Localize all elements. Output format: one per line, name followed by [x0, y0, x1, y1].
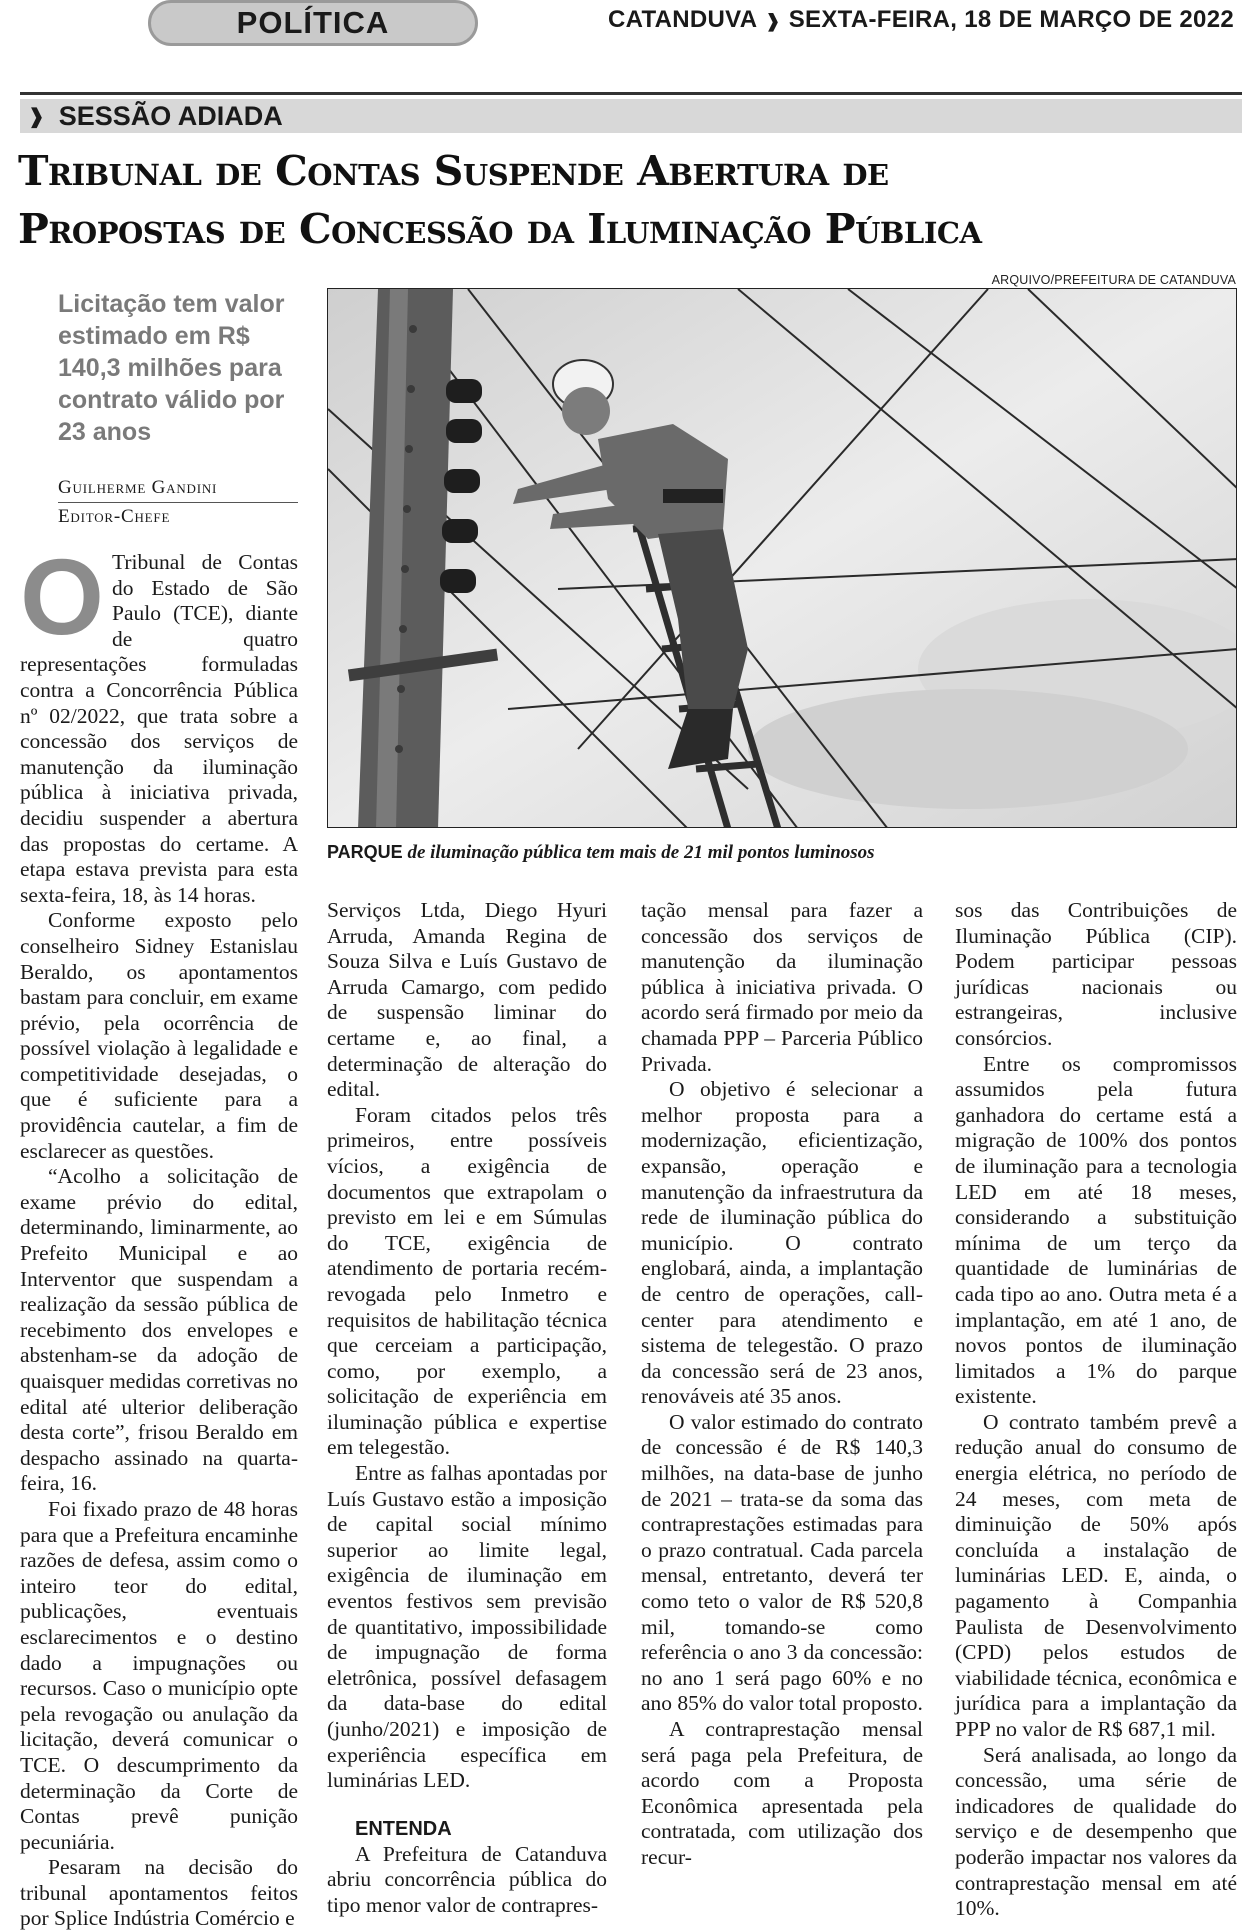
paragraph: “Acolho a solicitação de exame prévio do edital, determinando, liminarmente, ao Prefeito Municipal e ao Interventor que suspendam a realização da sessão pública de recebimento dos envelopes e abstenham-se da adoção de quaisquer medidas corretivas no edital até ulterior deliberação desta corte”, frisou Beraldo em despacho assinado na quarta-feira, 16. — [20, 1164, 298, 1496]
paragraph: Serviços Ltda, Diego Hyuri Arruda, Amanda Regina de Souza Silva e Luís Gustavo de Arruda Camargo, com pedido de suspensão liminar do certame e, ao final, a determinação de alteração do edital. — [327, 898, 607, 1102]
section-heading-entenda: ENTENDA — [355, 1817, 452, 1840]
paragraph: Foram citados pelos três primeiros, entre possíveis vícios, a exigência de documentos que extrapolam o previsto em lei e em Súmulas do TCE, exigência de atendimento de portaria recém-revogada pelo Inmetro e requisitos de habilitação técnica que cerceiam a participação, como, por exemplo, a solicitação de experiência em iluminação pública e expertise em telegestão. — [327, 1102, 607, 1460]
paragraph: Entre os compromissos assumidos pela futura ganhadora do certame está a migração de 100% dos pontos de iluminação para a tecnologia LED em até 18 meses, considerando a substituição mínima de um terço da quantidade de luminárias de cada tipo ao ano. Outra meta é a implantação, em até 1 ano, de novos pontos de iluminação limitados a 1% do parque existente. — [955, 1051, 1237, 1409]
photo-caption — [327, 842, 1237, 864]
paragraph: sos das Contribuições de Iluminação Pública (CIP). Podem participar pessoas jurídicas nacionais ou estrangeiras, inclusive consórcios. — [955, 898, 1237, 1050]
paragraph: Foi fixado prazo de 48 horas para que a Prefeitura encaminhe razões de defesa, assim como o inteiro teor do edital, publicações, eventuais esclarecimentos e o destino dado a impugnações ou recursos. Caso o município opte pela revogação ou anulação da licitação, deverá comunicar o TCE. O descumprimento da determinação da Corte de Contas prevê punição pecuniária. — [20, 1496, 298, 1854]
paragraph: Tribunal de Contas do Estado de São Paulo (TCE), diante de quatro representações formuladas contra a Concorrência Pública nº 02/2022, que trata sobre a concessão dos serviços de manutenção da iluminação pública à iniciativa privada, decidiu suspender a abertura das propostas do certame. A etapa estava prevista para esta sexta-feira, 18, às 14 horas. — [20, 550, 298, 907]
dateline-city: CATANDUVA — [607, 6, 758, 33]
chevron-right-icon: ❱ — [765, 11, 781, 31]
article-photo — [327, 288, 1237, 828]
caption-text: de iluminação pública tem mais de 21 mil pontos luminosos — [407, 842, 875, 863]
chevron-right-icon: ❱ — [28, 105, 45, 128]
author-role: Editor-Chefe — [58, 506, 171, 527]
kicker-bar — [20, 99, 1242, 133]
text-column-3 — [641, 898, 923, 1871]
paragraph: Será analisada, ao longo da concessão, uma série de indicadores de qualidade do serviço e de desempenho que poderão impactar nos valores da contraprestação mensal em até 10%. — [955, 1742, 1237, 1921]
kicker-text: SESSÃO ADIADA — [58, 100, 283, 131]
caption-lead: PARQUE — [327, 842, 403, 862]
photo-credit: ARQUIVO/PREFEITURA DE CATANDUVA — [991, 273, 1236, 287]
subhead: Licitação tem valor estimado em R$ 140,3 milhões para contrato válido por 23 anos — [58, 290, 285, 446]
dateline-date: SEXTA-FEIRA, 18 DE MARÇO DE 2022 — [788, 6, 1234, 33]
lineman-on-pole-photo — [328, 289, 1237, 828]
author-name: Guilherme Gandini — [58, 477, 218, 498]
paragraph: Conforme exposto pelo conselheiro Sidney Estanislau Beraldo, os apontamentos bastam para concluir, em exame prévio, pela ocorrência de possível violação à legalidade e competitividade desejadas, o que é suficiente para a providência cautelar, a fim de esclarecer as questões. — [20, 908, 298, 1163]
section-label: POLÍTICA — [148, 0, 478, 46]
headline-line-2: Propostas de Concessão da Iluminação Pública — [18, 205, 982, 253]
paragraph: O objetivo é selecionar a melhor proposta para a modernização, eficientização, expansão, operação e manutenção da infraestrutura da rede de iluminação pública do município. O contrato englobará, ainda, a implantação de centro de operações, call-center para atendimento e sistema de telegestão. O prazo da concessão será de 23 anos, renováveis até 35 anos. — [641, 1077, 923, 1409]
paragraph: A Prefeitura de Catanduva abriu concorrência pública do tipo menor valor de contrapres- — [327, 1841, 607, 1917]
dateline — [608, 6, 1234, 34]
paragraph: tação mensal para fazer a concessão dos serviços de manutenção da iluminação pública à iniciativa privada. O acordo será firmado por meio da chamada PPP – Parceria Público Privada. — [641, 898, 923, 1076]
byline-rule — [58, 502, 298, 503]
text-column-1 — [20, 536, 298, 1932]
paragraph: O valor estimado do contrato de concessão é de R$ 140,3 milhões, na data-base de junho de 2021 – trata-se da soma das contraprestações estimadas para o prazo contratual. Cada parcela mensal, entretanto, deverá ter como teto o valor de R$ 520,8 mil, tomando-se como referência o ano 3 da concessão: no ano 1 será pago 60% e no ano 85% do valor total proposto. — [641, 1409, 923, 1716]
paragraph: Entre as falhas apontadas por Luís Gustavo estão a imposição de capital social mínimo superior ao limite legal, exigência de iluminação em eventos festivos sem previsão de quantitativo, impossibilidade de impugnação de forma eletrônica, possível defasagem da data-base do edital (junho/2021) e imposição de experiência específica em luminárias LED. — [327, 1461, 607, 1793]
byline — [58, 476, 298, 529]
header-rule — [20, 92, 1242, 95]
paragraph: A contraprestação mensal será paga pela Prefeitura, de acordo com a Proposta Econômica apresentada pela contratada, com utilização dos recur- — [641, 1717, 923, 1869]
headline — [18, 142, 1238, 258]
headline-line-1: Tribunal de Contas Suspende Abertura de — [18, 147, 889, 195]
text-column-4 — [955, 898, 1237, 1922]
paragraph: Pesaram na decisão do tribunal apontamentos feitos por Splice Indústria Comércio e — [20, 1855, 298, 1931]
paragraph: O contrato também prevê a redução anual do consumo de energia elétrica, no período de 24 meses, com meta de diminuição de 50% após concluída a instalação de luminárias LED. E, ainda, o pagamento à Companhia Paulista de Desenvolvimento (CPD) pelos estudos de viabilidade técnica, econômica e jurídica para a implantação da PPP no valor de R$ 687,1 mil. — [955, 1409, 1237, 1741]
drop-cap: O — [20, 536, 105, 657]
text-column-2 — [327, 898, 607, 1919]
